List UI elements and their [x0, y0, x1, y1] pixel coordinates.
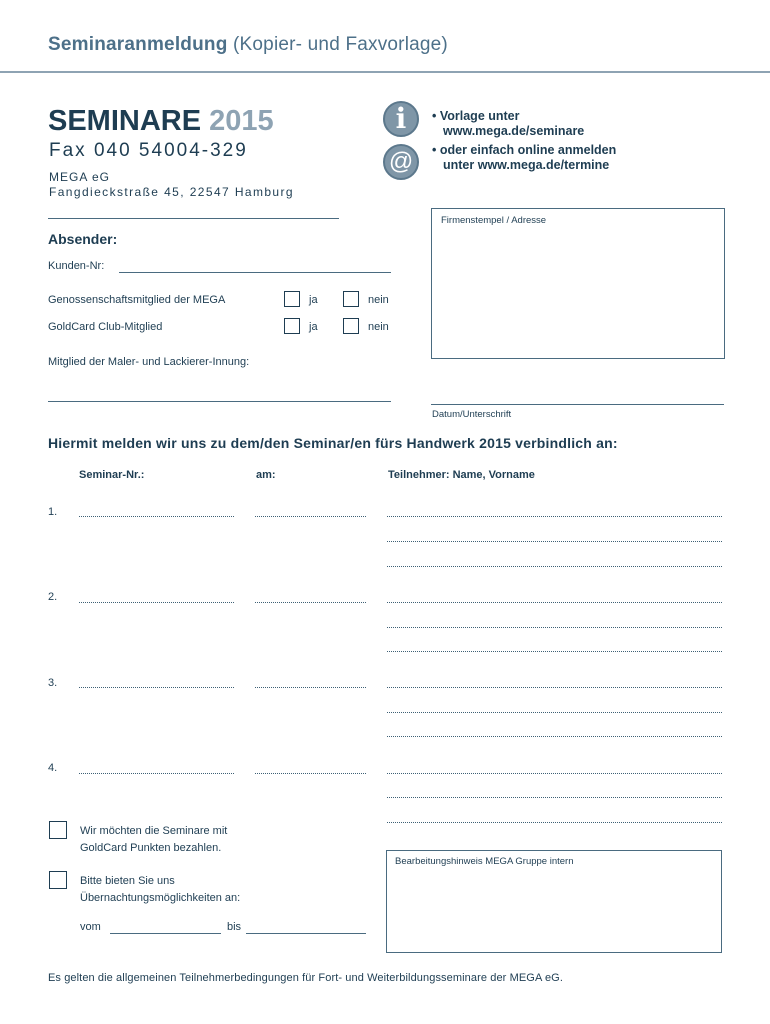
accommodation-line2: Übernachtungsmöglichkeiten an:	[80, 892, 241, 904]
customer-no-field[interactable]	[119, 272, 391, 273]
internal-notes-label: Bearbeitungshinweis MEGA Gruppe intern	[395, 856, 574, 867]
goldcard-no-checkbox[interactable]	[343, 318, 359, 334]
member-label: Genossenschaftsmitglied der MEGA	[48, 294, 226, 306]
signature-label: Datum/Unterschrift	[432, 409, 512, 420]
at-icon	[383, 144, 419, 180]
stamp-box-label: Firmenstempel / Adresse	[441, 215, 547, 226]
accommodation-line1: Bitte bieten Sie uns	[80, 875, 175, 887]
date-field[interactable]	[255, 602, 366, 603]
info-icon-glyph: i	[395, 102, 407, 135]
participant-field[interactable]	[387, 566, 722, 567]
internal-notes-box	[386, 850, 722, 953]
main-title	[48, 105, 274, 138]
info-bullet-2-line1: • oder einfach online anmelden	[432, 143, 617, 157]
footer-terms: Es gelten die allgemeinen Teilnehmerbedingungen für Fort- und Weiterbildungsseminare der MEGA eG.	[48, 972, 563, 984]
date-field[interactable]	[255, 773, 366, 774]
participant-field[interactable]	[387, 822, 722, 823]
accommodation-checkbox[interactable]	[49, 871, 67, 889]
to-label: bis	[227, 921, 242, 933]
participant-field[interactable]	[387, 773, 722, 774]
info-bullet-1-line1: • Vorlage unter	[432, 109, 520, 123]
row-number: 4.	[48, 762, 58, 774]
signature-line[interactable]	[431, 404, 724, 405]
info-bullet-2	[432, 143, 616, 173]
participant-field[interactable]	[387, 797, 722, 798]
participant-field[interactable]	[387, 736, 722, 737]
address-underline	[48, 218, 339, 219]
seminar-no-field[interactable]	[79, 516, 234, 517]
from-date-field[interactable]	[110, 933, 221, 934]
guild-label: Mitglied der Maler- und Lackierer-Innung:	[48, 356, 250, 368]
member-yes-checkbox[interactable]	[284, 291, 300, 307]
participant-field[interactable]	[387, 651, 722, 652]
col-date-header: am:	[256, 469, 276, 481]
seminar-no-field[interactable]	[79, 773, 234, 774]
date-field[interactable]	[255, 516, 366, 517]
at-icon-glyph: @	[388, 148, 414, 175]
header-title-bold: Seminaranmeldung	[48, 34, 228, 55]
company-name: MEGA eG	[49, 170, 111, 184]
form-header-title	[48, 34, 448, 56]
participant-field[interactable]	[387, 516, 722, 517]
header-title-rest: (Kopier- und Faxvorlage)	[227, 34, 448, 55]
member-no-label: nein	[368, 294, 389, 306]
stamp-box[interactable]	[431, 208, 725, 359]
row-number: 2.	[48, 591, 58, 603]
goldcard-payment-line1: Wir möchten die Seminare mit	[80, 825, 228, 837]
seminar-no-field[interactable]	[79, 687, 234, 688]
customer-no-label: Kunden-Nr:	[48, 260, 105, 272]
company-address: Fangdieckstraße 45, 22547 Hamburg	[49, 185, 294, 199]
sender-heading: Absender:	[48, 231, 118, 247]
goldcard-payment-label	[80, 823, 227, 857]
info-icon	[383, 101, 419, 137]
main-title-word: SEMINARE	[48, 105, 202, 137]
col-participants-header: Teilnehmer: Name, Vorname	[388, 469, 535, 481]
participant-field[interactable]	[387, 627, 722, 628]
member-yes-label: ja	[309, 294, 318, 306]
info-bullet-1-link[interactable]: www.mega.de/seminare	[443, 124, 585, 138]
member-no-checkbox[interactable]	[343, 291, 359, 307]
participant-field[interactable]	[387, 712, 722, 713]
main-title-year: 2015	[209, 105, 274, 137]
accommodation-label	[80, 873, 240, 907]
goldcard-no-label: nein	[368, 321, 389, 333]
col-seminar-header: Seminar-Nr.:	[79, 469, 145, 481]
registration-heading: Hiermit melden wir uns zu dem/den Seminar/en fürs Handwerk 2015 verbindlich an:	[48, 435, 618, 451]
participant-field[interactable]	[387, 602, 722, 603]
row-number: 1.	[48, 506, 58, 518]
fax-number: Fax 040 54004-329	[49, 140, 248, 161]
participant-field[interactable]	[387, 687, 722, 688]
date-field[interactable]	[255, 687, 366, 688]
guild-field[interactable]	[48, 401, 391, 402]
goldcard-payment-line2: GoldCard Punkten bezahlen.	[80, 842, 222, 854]
from-label: vom	[80, 921, 101, 933]
to-date-field[interactable]	[246, 933, 366, 934]
goldcard-yes-checkbox[interactable]	[284, 318, 300, 334]
row-number: 3.	[48, 677, 58, 689]
info-bullet-1	[432, 109, 584, 139]
goldcard-label: GoldCard Club-Mitglied	[48, 321, 163, 333]
goldcard-payment-checkbox[interactable]	[49, 821, 67, 839]
info-bullet-2-link[interactable]: unter www.mega.de/termine	[443, 158, 610, 172]
goldcard-yes-label: ja	[309, 321, 318, 333]
seminar-no-field[interactable]	[79, 602, 234, 603]
header-rule	[0, 71, 770, 73]
participant-field[interactable]	[387, 541, 722, 542]
